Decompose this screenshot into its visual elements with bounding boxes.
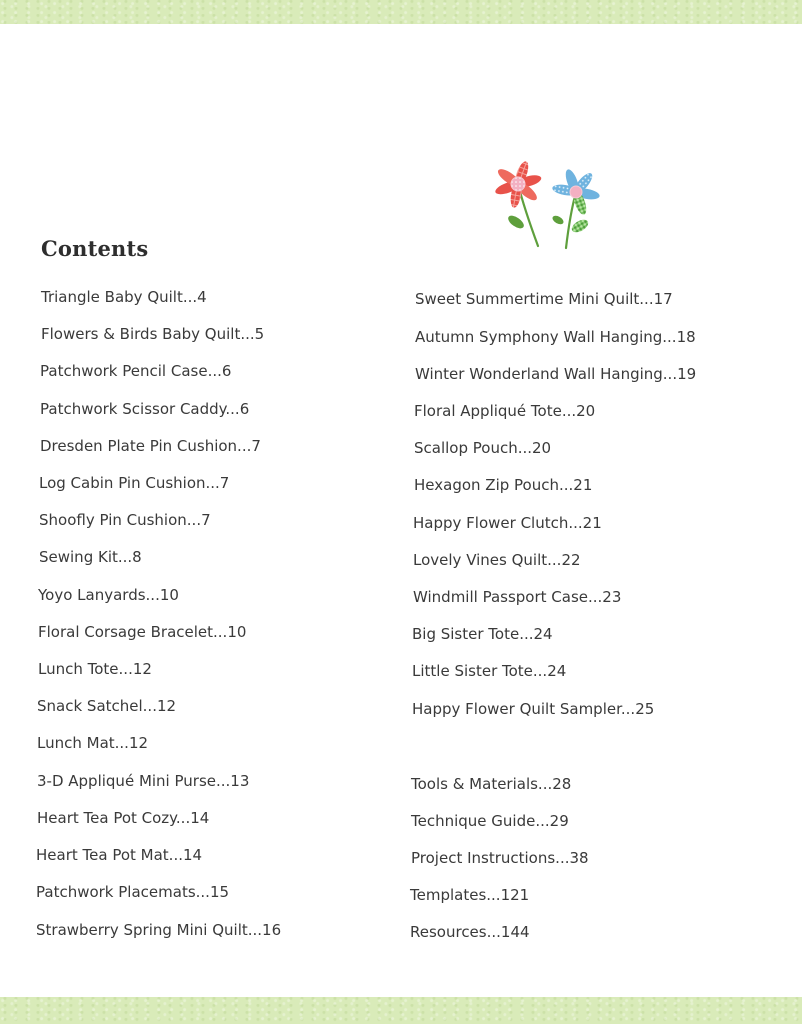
top-border-band [0,0,802,24]
toc-entry-left-11: Lunch Tote...12 [38,660,152,678]
toc-entry-extra-4: Templates...121 [410,886,530,904]
toc-entry-right-3: Winter Wonderland Wall Hanging...19 [415,365,697,383]
toc-entry-left-15: Heart Tea Pot Cozy...14 [37,809,210,827]
contents-heading: Contents [41,236,149,261]
toc-entry-right-2: Autumn Symphony Wall Hanging...18 [415,328,696,346]
toc-entry-left-13: Lunch Mat...12 [37,734,149,752]
toc-entry-left-4: Patchwork Scissor Caddy...6 [40,400,250,418]
applique-flowers-icon [488,150,618,252]
toc-entry-right-1: Sweet Summertime Mini Quilt...17 [415,290,673,308]
toc-entry-left-10: Floral Corsage Bracelet...10 [38,623,247,641]
toc-entry-extra-5: Resources...144 [410,923,530,941]
toc-entry-right-4: Floral Appliqué Tote...20 [414,402,596,420]
toc-entry-extra-2: Technique Guide...29 [411,812,569,830]
toc-entry-left-6: Log Cabin Pin Cushion...7 [39,474,230,492]
toc-entry-left-1: Triangle Baby Quilt...4 [41,288,207,306]
toc-entry-left-9: Yoyo Lanyards...10 [38,586,179,604]
toc-entry-extra-1: Tools & Materials...28 [411,775,572,793]
toc-entry-left-2: Flowers & Birds Baby Quilt...5 [41,325,265,343]
toc-entry-right-11: Little Sister Tote...24 [412,662,567,680]
toc-entry-left-8: Sewing Kit...8 [39,548,142,566]
toc-entry-extra-3: Project Instructions...38 [411,849,589,867]
toc-entry-left-14: 3-D Appliqué Mini Purse...13 [37,772,250,790]
toc-entry-right-12: Happy Flower Quilt Sampler...25 [412,700,655,718]
toc-entry-left-3: Patchwork Pencil Case...6 [40,362,232,380]
toc-entry-right-7: Happy Flower Clutch...21 [413,514,602,532]
toc-entry-left-17: Patchwork Placemats...15 [36,883,230,901]
toc-entry-left-5: Dresden Plate Pin Cushion...7 [40,437,261,455]
toc-entry-right-6: Hexagon Zip Pouch...21 [414,476,593,494]
toc-entry-left-7: Shoofly Pin Cushion...7 [39,511,211,529]
bottom-border-band [0,997,802,1024]
toc-entry-left-18: Strawberry Spring Mini Quilt...16 [36,921,282,939]
toc-entry-right-9: Windmill Passport Case...23 [413,588,622,606]
toc-entry-left-12: Snack Satchel...12 [37,697,177,715]
toc-entry-right-8: Lovely Vines Quilt...22 [413,551,581,569]
toc-entry-right-5: Scallop Pouch...20 [414,439,552,457]
toc-entry-right-10: Big Sister Tote...24 [412,625,553,643]
toc-entry-left-16: Heart Tea Pot Mat...14 [36,846,203,864]
